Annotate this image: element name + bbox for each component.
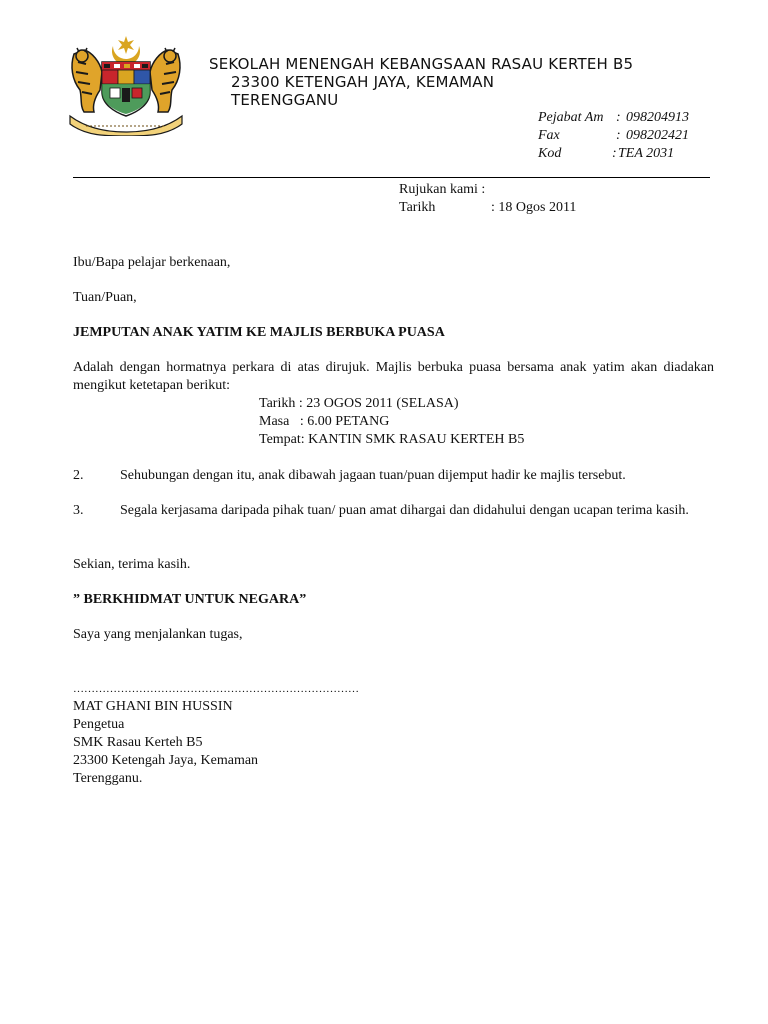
signatory-title: Pengetua: [73, 717, 125, 732]
left-tiger-icon: [72, 48, 102, 112]
paragraph-2-number: 2.: [73, 468, 84, 483]
paragraph-3-number: 3.: [73, 503, 84, 518]
salutation: Tuan/Puan,: [73, 290, 137, 305]
signatory-block: [73, 698, 258, 788]
event-details: [259, 395, 524, 449]
signoff: Saya yang menjalankan tugas,: [73, 627, 243, 642]
contact-fax: Fax : 098202421: [538, 128, 689, 143]
signature-line: ……………………………………………………………………: [73, 683, 359, 695]
crescent-star-icon: [112, 36, 140, 65]
contact-code: Kod :TEA 2031: [538, 146, 675, 161]
school-name: SEKOLAH MENENGAH KEBANGSAAN RASAU KERTEH B5: [209, 55, 634, 73]
paragraph-3: [73, 502, 714, 520]
paragraph-1: Adalah dengan hormatnya perkara di atas dirujuk. Majlis berbuka puasa bersama anak yatim akan diadakan mengikut ketetapan berikut:: [73, 360, 714, 393]
closing: Sekian, terima kasih.: [73, 557, 191, 572]
detail-date: Tarikh : 23 OGOS 2011 (SELASA): [259, 396, 459, 411]
detail-venue: Tempat: KANTIN SMK RASAU KERTEH B5: [259, 432, 525, 447]
right-tiger-icon: [150, 48, 180, 112]
school-address-line1: 23300 KETENGAH JAYA, KEMAMAN: [231, 73, 495, 91]
paragraph-2: [73, 467, 714, 485]
signatory-school: SMK Rasau Kerteh B5: [73, 735, 203, 750]
motto: ” BERKHIDMAT UNTUK NEGARA”: [73, 592, 307, 607]
paragraph-3-text: Segala kerjasama daripada pihak tuan/ puan amat dihargai dan didahului dengan ucapan terima kasih.: [120, 503, 689, 518]
signatory-state: Terengganu.: [73, 771, 143, 786]
date-value: : 18 Ogos 2011: [491, 200, 577, 215]
header-divider: [73, 177, 710, 178]
date-row: [399, 199, 576, 217]
reference-label: Rujukan kami :: [399, 182, 486, 197]
letter-subject: JEMPUTAN ANAK YATIM KE MAJLIS BERBUKA PUASA: [73, 325, 445, 340]
school-address-line2: TERENGGANU: [231, 91, 339, 109]
contact-office: Pejabat Am : 098204913: [538, 110, 689, 125]
shield-icon: [102, 62, 150, 116]
detail-time: Masa : 6.00 PETANG: [259, 414, 390, 429]
recipient: Ibu/Bapa pelajar berkenaan,: [73, 255, 231, 270]
signatory-name: MAT GHANI BIN HUSSIN: [73, 699, 233, 714]
signatory-address: 23300 Ketengah Jaya, Kemaman: [73, 753, 259, 768]
coat-of-arms-logo: [66, 32, 186, 136]
date-label: Tarikh: [399, 200, 436, 215]
motto-scroll-icon: [70, 116, 182, 136]
paragraph-2-text: Sehubungan dengan itu, anak dibawah jagaan tuan/puan dijemput hadir ke majlis tersebut.: [120, 468, 626, 483]
